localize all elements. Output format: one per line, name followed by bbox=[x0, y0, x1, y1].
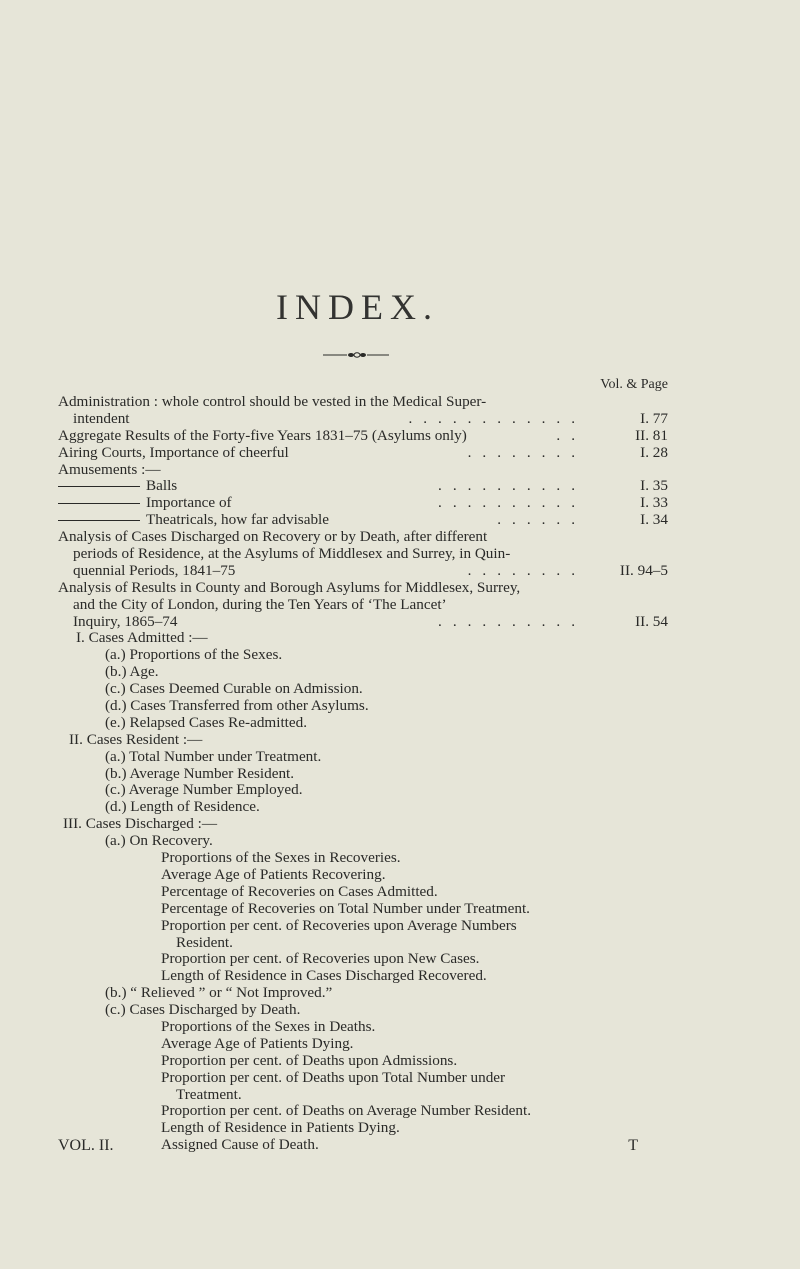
page-ref: II. 94–5 bbox=[619, 561, 668, 579]
volume-signature: VOL. II. bbox=[58, 1137, 114, 1154]
index-entry-analysis-results: Analysis of Results in County and Borough Asylums for Middlesex, Surrey, bbox=[58, 578, 521, 596]
page-ref: I. 34 bbox=[640, 511, 668, 529]
list-item: (a.) On Recovery. bbox=[105, 832, 213, 850]
list-item: Proportion per cent. of Deaths upon Total Number under bbox=[161, 1068, 506, 1086]
page-ref: I. 77 bbox=[640, 409, 668, 427]
index-entry-analysis-discharged: Analysis of Cases Discharged on Recovery or by Death, after different bbox=[58, 528, 488, 546]
list-item-cont: Treatment. bbox=[176, 1085, 242, 1103]
list-item: Percentage of Recoveries on Total Number under Treatment. bbox=[161, 899, 530, 917]
list-item: Proportions of the Sexes in Recoveries. bbox=[161, 849, 401, 867]
divider-ornament bbox=[323, 351, 389, 359]
index-entry-administration-cont: ............ intendent I. 77 bbox=[73, 409, 668, 427]
column-header: Vol. & Page bbox=[600, 377, 668, 392]
page-ref: I. 28 bbox=[640, 443, 668, 461]
list-item: Proportions of the Sexes in Deaths. bbox=[161, 1017, 376, 1035]
list-item: (a.) Proportions of the Sexes. bbox=[105, 646, 283, 664]
list-item: Average Age of Patients Recovering. bbox=[161, 865, 386, 883]
list-item: Length of Residence in Patients Dying. bbox=[161, 1119, 400, 1137]
list-item: Assigned Cause of Death. bbox=[161, 1136, 319, 1154]
page-footer bbox=[58, 1137, 638, 1155]
list-item-cont: Resident. bbox=[176, 933, 233, 951]
list-item: Proportion per cent. of Recoveries upon New Cases. bbox=[161, 950, 480, 968]
list-item: (a.) Total Number under Treatment. bbox=[105, 747, 322, 765]
list-item: (b.) Age. bbox=[105, 663, 159, 681]
list-item: (d.) Length of Residence. bbox=[105, 798, 260, 816]
list-item: Proportion per cent. of Deaths on Average Number Resident. bbox=[161, 1102, 532, 1120]
list-item: Proportion per cent. of Recoveries upon Average Numbers bbox=[161, 916, 517, 934]
list-item: (e.) Relapsed Cases Re-admitted. bbox=[105, 713, 308, 731]
index-entry-airing: ........ Airing Courts, Importance of cheerful I. 28 bbox=[58, 443, 668, 461]
signature-mark: T bbox=[628, 1137, 638, 1154]
list-item: (c.) Average Number Employed. bbox=[105, 781, 303, 799]
page-title: INDEX. bbox=[276, 287, 439, 327]
index-entry-amusements: Amusements :— bbox=[58, 460, 161, 478]
index-body: Administration : whole control should be vested in the Medical Super- ............ intendent I. 77 .. Aggregate Results of the Forty-five Years 1831–75 (Asylums only) II. 81 ........ Airing Courts, Importance of cheerful I. 28 Amusements :— .......... Balls I. 35 .......... Importance of I. 33 ...... Theatricals, how far advisable I. 34 Analysis of Cases Discharged on Recovery or by Death, after different periods of Residence, at the Asylums of Middlesex and Surrey, in Quin- ........ quennial Periods, 1841–75 II. 94–5 Analysis of Results in County and Borough Asylums for Middlesex, Surrey, and the City of London, during the Ten Years of ‘The Lancet’ .......... Inquiry, 1865–74 II. 54 I. Cases Admitted :— (a.) Proportions of the Sexes. (b.) Age. (c.) Cases Deemed Curable on Admission. (d.) Cases Transferred from other Asylums. (e.) Relapsed Cases Re-admitted. II. Cases Resident :— (a.) Total Number under Treatment. (b.) Average Number Resident. (c.) Average Number Employed. (d.) Length of Residence. III. Cases Discharged :— (a.) On Recovery. Proportions of the Sexes in Recoveries. Average Age of Patients Recovering. Percentage of Recoveries on Cases Admitted. Percentage of Recoveries on Total Number under Treatment. Proportion per cent. of Recoveries upon Average Numbers Resident. Proportion per cent. of Recoveries upon New Cases. Length of Residence in Cases Discharged Recovered. (b.) “ Relieved ” or “ Not Improved.” (c.) Cases Discharged by Death. Proportions of the Sexes in Deaths. Average Age of Patients Dying. Proportion per cent. of Deaths upon Admissions. Proportion per cent. of Deaths upon Total Number under Treatment. Proportion per cent. of Deaths on Average Number Resident. Length of Residence in Patients Dying. Assigned Cause of Death. bbox=[58, 393, 668, 1154]
page-ref: II. 81 bbox=[635, 426, 668, 444]
index-entry-importance: .......... Importance of I. 33 bbox=[58, 495, 668, 512]
list-item: Length of Residence in Cases Discharged Recovered. bbox=[161, 967, 487, 985]
list-item: (c.) Cases Discharged by Death. bbox=[105, 1001, 301, 1019]
list-item: (c.) Cases Deemed Curable on Admission. bbox=[105, 680, 363, 698]
page-ref: I. 33 bbox=[640, 494, 668, 512]
list-item: (b.) “ Relieved ” or “ Not Improved.” bbox=[105, 984, 333, 1002]
list-item: Proportion per cent. of Deaths upon Admissions. bbox=[161, 1051, 458, 1069]
index-entry-balls: .......... Balls I. 35 bbox=[58, 478, 668, 495]
section-label: III. Cases Discharged :— bbox=[63, 815, 218, 833]
list-item: (d.) Cases Transferred from other Asylums. bbox=[105, 697, 369, 715]
index-entry-administration: Administration : whole control should be vested in the Medical Super- bbox=[58, 393, 487, 410]
page-ref: I. 35 bbox=[640, 477, 668, 495]
section-label: II. Cases Resident :— bbox=[69, 730, 203, 748]
section-label: I. Cases Admitted :— bbox=[76, 629, 208, 647]
list-item: (b.) Average Number Resident. bbox=[105, 764, 295, 782]
list-item: Percentage of Recoveries on Cases Admitted. bbox=[161, 882, 438, 900]
list-item: Average Age of Patients Dying. bbox=[161, 1034, 354, 1052]
index-entry-theatricals: ...... Theatricals, how far advisable I. 34 bbox=[58, 512, 668, 529]
page-ref: II. 54 bbox=[635, 612, 668, 630]
index-entry-aggregate: .. Aggregate Results of the Forty-five Years 1831–75 (Asylums only) II. 81 bbox=[58, 426, 668, 444]
